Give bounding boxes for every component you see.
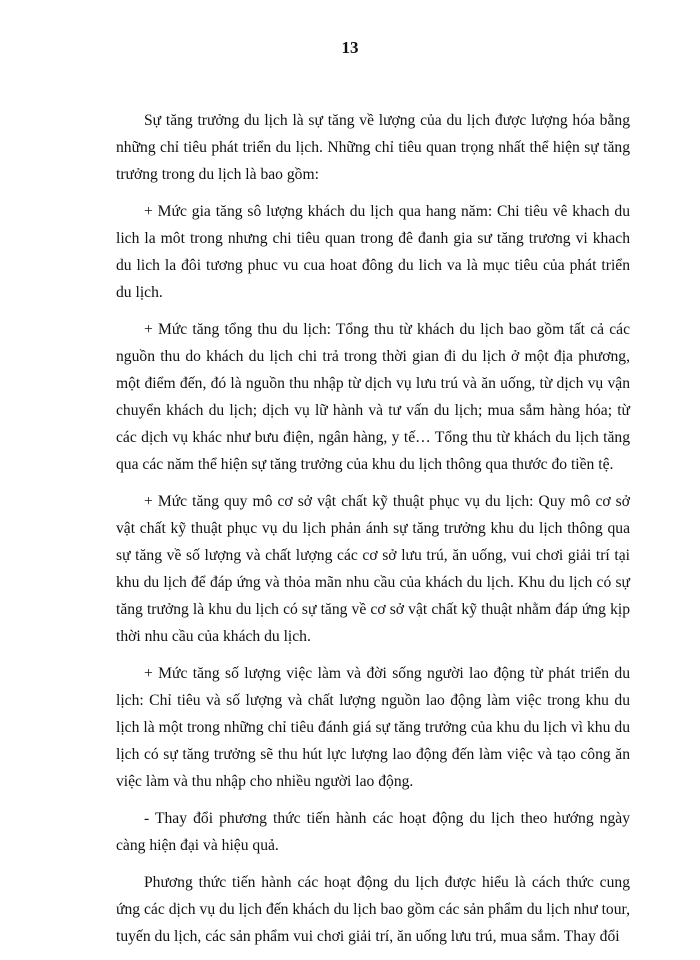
page-number: 13: [341, 38, 359, 57]
paragraph-infrastructure-scale: + Mức tăng quy mô cơ sở vật chất kỹ thuật phục vụ du lịch: Quy mô cơ sở vật chất kỹ thuật phục vụ du lịch phản ánh sự tăng trưởng khu du lịch thông qua sự tăng về số lượng và chất lượng các cơ sở lưu trú, ăn uống, vui chơi giải trí tại khu du lịch để đáp ứng và thỏa mãn nhu cầu của khách du lịch. Khu du lịch có sự tăng trưởng là khu du lịch có sự tăng về cơ sở vật chất kỹ thuật nhằm đáp ứng kịp thời nhu cầu của khách du lịch.: [116, 493, 630, 645]
paragraph-operation-methods: Phương thức tiến hành các hoạt động du lịch được hiểu là cách thức cung ứng các dịch vụ du lịch đến khách du lịch bao gồm các sản phẩm du lịch như tour, tuyến du lịch, các sản phẩm vui chơi giải trí, ăn uống lưu trú, mua sắm. Thay đổi: [116, 874, 630, 945]
paragraph-total-tourism-revenue: + Mức tăng tổng thu du lịch: Tổng thu từ khách du lịch bao gồm tất cả các nguồn thu do khách du lịch chi trả trong thời gian đi du lịch ở một địa phương, một điểm đến, đó là nguồn thu nhập từ dịch vụ lưu trú và ăn uống, từ dịch vụ vận chuyển khách du lịch; dịch vụ lữ hành và tư vấn du lịch; mua sắm hàng hóa; từ các dịch vụ khác như bưu điện, ngân hàng, y tế… Tổng thu từ khách du lịch tăng qua các năm thể hiện sự tăng trưởng của khu du lịch thông qua thước đo tiền tệ.: [116, 321, 630, 473]
paragraph-modernization-heading: - Thay đổi phương thức tiến hành các hoạt động du lịch theo hướng ngày càng hiện đại và hiệu quả.: [116, 810, 630, 854]
document-body: [116, 107, 630, 960]
paragraph-visitor-count-growth: + Mức gia tăng sô lượng khách du lịch qua hang năm: Chi tiêu vê khach du lich la môt trong nhưng chi tiêu quan trong đê đanh gia sư tăng trương vi khach du lich la đôi tương phuc vu cua hoat đông du lich va là mục tiêu của phát triển du lịch.: [116, 203, 630, 301]
paragraph-tourism-growth-definition: Sự tăng trưởng du lịch là sự tăng về lượng của du lịch được lượng hóa bằng những chỉ tiêu phát triển du lịch. Những chỉ tiêu quan trọng nhất thể hiện sự tăng trưởng trong du lịch là bao gồm:: [116, 112, 630, 183]
paragraph-employment-growth: + Mức tăng số lượng việc làm và đời sống người lao động từ phát triển du lịch: Chỉ tiêu và số lượng và chất lượng nguồn lao động làm việc trong khu du lịch là một trong những chỉ tiêu đánh giá sự tăng trưởng của khu du lịch vì khu du lịch có sự tăng trưởng sẽ thu hút lực lượng lao động đến làm việc và tạo công ăn việc làm và thu nhập cho nhiều người lao động.: [116, 665, 630, 790]
